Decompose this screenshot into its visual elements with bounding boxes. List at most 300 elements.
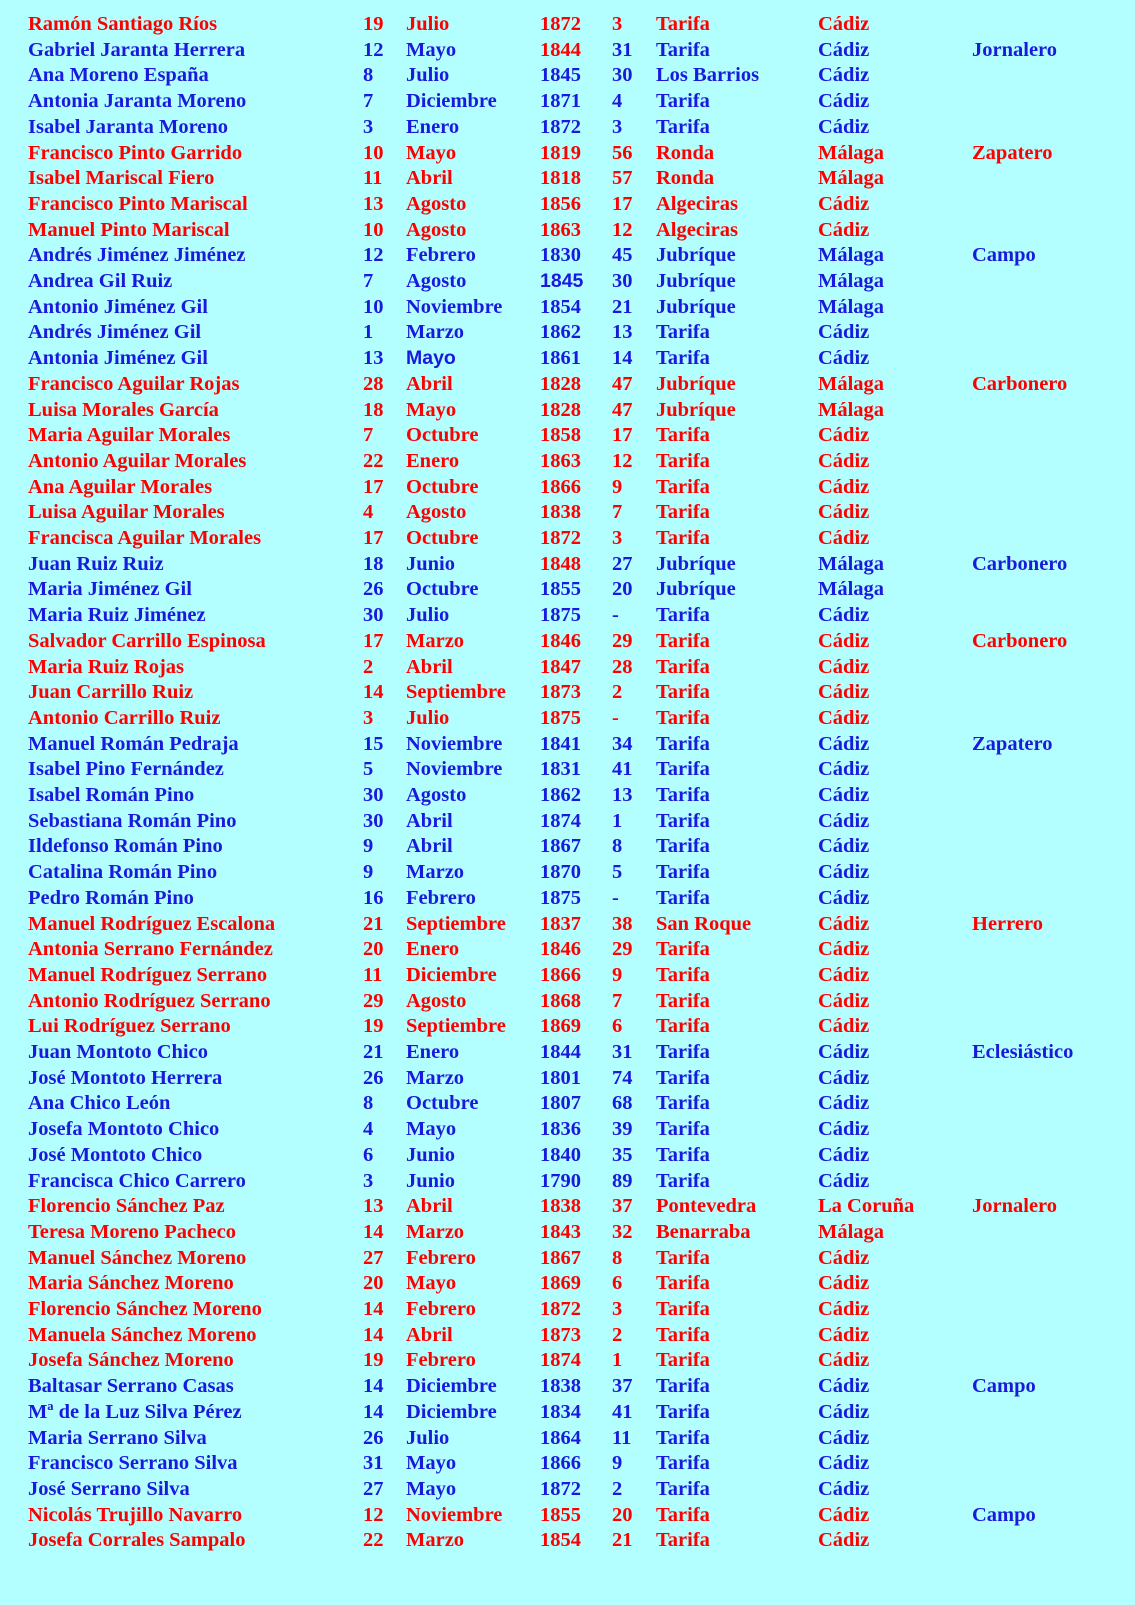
- table-row: [0, 1039, 1135, 1065]
- birth-day: 18: [363, 398, 384, 421]
- birth-month: Junio: [406, 552, 455, 575]
- birth-province: Málaga: [818, 141, 885, 164]
- table-row: [0, 1373, 1135, 1399]
- age: 11: [612, 1426, 632, 1449]
- birth-town: Tarifa: [656, 449, 710, 472]
- birth-province: Cádiz: [818, 449, 870, 472]
- birth-year: 1836: [540, 1118, 581, 1141]
- birth-month: Agosto: [406, 501, 467, 524]
- table-row: [0, 782, 1135, 808]
- age: 74: [612, 1066, 633, 1089]
- birth-day: 5: [363, 758, 374, 781]
- age: 20: [612, 578, 633, 601]
- table-row: [0, 1219, 1135, 1245]
- person-name: Francisca Aguilar Morales: [28, 527, 262, 549]
- table-row: [0, 1296, 1135, 1322]
- birth-town: Tarifa: [656, 1426, 710, 1449]
- birth-month: Febrero: [406, 1246, 476, 1269]
- birth-province: Cádiz: [818, 192, 870, 215]
- birth-month: Enero: [406, 1041, 460, 1063]
- birth-month: Agosto: [406, 784, 467, 806]
- birth-month: Mayo: [406, 1452, 457, 1475]
- birth-town: Tarifa: [656, 1246, 710, 1269]
- birth-day: 13: [363, 1195, 384, 1218]
- birth-month: Diciembre: [406, 90, 497, 113]
- age: 12: [612, 218, 633, 241]
- birth-year: 1863: [540, 449, 581, 472]
- table-row: [0, 1116, 1135, 1142]
- birth-town: Tarifa: [656, 681, 710, 704]
- birth-year: 1847: [540, 655, 581, 678]
- age: 41: [612, 1400, 633, 1423]
- birth-town: Algeciras: [656, 192, 738, 215]
- birth-town: Tarifa: [656, 1400, 710, 1423]
- birth-year: 1845: [540, 64, 581, 87]
- person-name: Manuela Sánchez Moreno: [28, 1323, 257, 1346]
- birth-month: Julio: [406, 13, 450, 35]
- table-row: [0, 1090, 1135, 1116]
- birth-year: 1858: [540, 424, 581, 447]
- birth-year: 1855: [540, 578, 581, 601]
- birth-town: Tarifa: [656, 1041, 710, 1063]
- birth-town: Tarifa: [656, 732, 710, 755]
- birth-day: 8: [363, 64, 374, 87]
- table-row: [0, 1193, 1135, 1219]
- birth-province: Málaga: [818, 372, 885, 395]
- age: 20: [612, 1503, 633, 1526]
- birth-province: Cádiz: [818, 1118, 870, 1141]
- age: 13: [612, 784, 633, 806]
- birth-town: Tarifa: [656, 321, 710, 344]
- table-row: [0, 1270, 1135, 1296]
- table-row: [0, 628, 1135, 654]
- birth-year: 1844: [540, 38, 581, 61]
- birth-day: 27: [363, 1477, 384, 1500]
- birth-province: Cádiz: [818, 38, 870, 61]
- table-row: [0, 294, 1135, 320]
- birth-town: Ronda: [656, 167, 715, 190]
- age: 3: [612, 115, 623, 138]
- birth-province: Cádiz: [818, 1246, 870, 1269]
- table-row: [0, 165, 1135, 191]
- birth-year: 1866: [540, 475, 581, 498]
- birth-province: Cádiz: [818, 1426, 870, 1449]
- age: 1: [612, 809, 623, 832]
- age: 35: [612, 1143, 633, 1166]
- birth-day: 29: [363, 989, 384, 1012]
- age: 7: [612, 989, 623, 1012]
- person-name: Isabel Jaranta Moreno: [28, 115, 229, 138]
- birth-province: Cádiz: [818, 501, 870, 524]
- age: 4: [612, 90, 623, 113]
- birth-province: Cádiz: [818, 1375, 870, 1398]
- birth-year: 1807: [540, 1092, 581, 1115]
- person-name: Florencio Sánchez Moreno: [28, 1298, 262, 1320]
- birth-day: 12: [363, 244, 384, 267]
- person-name: Josefa Montoto Chico: [28, 1118, 220, 1141]
- birth-year: 1844: [540, 1041, 581, 1063]
- birth-year: 1838: [540, 501, 581, 524]
- birth-year: 1866: [540, 1452, 581, 1475]
- birth-year: 1872: [540, 1298, 581, 1320]
- table-row: [0, 499, 1135, 525]
- birth-year: 1868: [540, 989, 581, 1012]
- birth-month: Diciembre: [406, 1375, 497, 1398]
- birth-province: Cádiz: [818, 732, 870, 755]
- table-row: [0, 114, 1135, 140]
- birth-year: 1846: [540, 629, 581, 652]
- table-row: [0, 808, 1135, 834]
- age: 30: [612, 270, 633, 292]
- birth-month: Abril: [406, 1323, 453, 1346]
- birth-province: Cádiz: [818, 115, 870, 138]
- birth-province: Cádiz: [818, 1169, 870, 1192]
- birth-month: Julio: [406, 706, 450, 729]
- age: 29: [612, 938, 633, 961]
- birth-month: Junio: [406, 1169, 455, 1192]
- table-row: [0, 140, 1135, 166]
- birth-month: Abril: [406, 167, 453, 190]
- birth-month: Octubre: [406, 475, 479, 498]
- person-name: Maria Jiménez Gil: [28, 578, 192, 601]
- age: 56: [612, 141, 633, 164]
- person-name: Francisco Serrano Silva: [28, 1452, 238, 1475]
- birth-month: Abril: [406, 809, 453, 832]
- birth-year: 1862: [540, 784, 581, 806]
- birth-town: Tarifa: [656, 886, 710, 909]
- birth-province: Málaga: [818, 295, 885, 318]
- table-row: [0, 576, 1135, 602]
- birth-month: Noviembre: [406, 1503, 503, 1526]
- birth-province: Málaga: [818, 1220, 885, 1243]
- birth-province: Cádiz: [818, 784, 870, 806]
- person-name: Antonio Aguilar Morales: [28, 449, 247, 472]
- occupation: Herrero: [972, 912, 1043, 935]
- birth-town: Tarifa: [656, 938, 710, 961]
- table-row: [0, 62, 1135, 88]
- birth-province: Cádiz: [818, 1041, 870, 1063]
- birth-month: Noviembre: [406, 732, 503, 755]
- birth-province: Cádiz: [818, 64, 870, 87]
- person-name: Antonia Jaranta Moreno: [28, 90, 247, 113]
- person-name: Juan Ruiz Ruiz: [28, 552, 164, 575]
- person-name: Sebastiana Román Pino: [28, 809, 237, 832]
- birth-year: 1864: [540, 1426, 581, 1449]
- birth-province: La Coruña: [818, 1195, 915, 1218]
- birth-day: 18: [363, 552, 384, 575]
- birth-province: Cádiz: [818, 681, 870, 704]
- table-row: [0, 1245, 1135, 1271]
- table-row: [0, 1399, 1135, 1425]
- age: 8: [612, 1246, 623, 1269]
- birth-town: Tarifa: [656, 527, 710, 549]
- birth-province: Cádiz: [818, 835, 870, 858]
- person-name: Ana Moreno España: [28, 64, 209, 87]
- birth-town: Tarifa: [656, 835, 710, 858]
- person-name: José Serrano Silva: [28, 1477, 190, 1500]
- person-name: Juan Carrillo Ruiz: [28, 681, 194, 704]
- occupation: Jornalero: [972, 38, 1058, 61]
- birth-month: Marzo: [406, 321, 465, 344]
- birth-month: Julio: [406, 1426, 450, 1449]
- age: 27: [612, 552, 633, 575]
- occupation: Jornalero: [972, 1195, 1058, 1218]
- birth-month: Marzo: [406, 629, 465, 652]
- table-row: [0, 448, 1135, 474]
- table-row: [0, 191, 1135, 217]
- birth-day: 26: [363, 1426, 384, 1449]
- birth-year: 1854: [540, 295, 581, 318]
- birth-day: 13: [363, 347, 384, 370]
- person-name: Manuel Román Pedraja: [28, 732, 239, 755]
- birth-month: Julio: [406, 604, 450, 627]
- table-row: [0, 1502, 1135, 1528]
- birth-province: Cádiz: [818, 90, 870, 113]
- birth-day: 1: [363, 321, 374, 344]
- birth-year: 1875: [540, 604, 581, 627]
- birth-town: Tarifa: [656, 963, 710, 986]
- birth-year: 1790: [540, 1169, 581, 1192]
- person-name: Antonio Rodríguez Serrano: [28, 989, 271, 1012]
- birth-province: Cádiz: [818, 1015, 870, 1038]
- table-row: [0, 1322, 1135, 1348]
- birth-town: Tarifa: [656, 861, 710, 884]
- birth-province: Cádiz: [818, 1529, 870, 1552]
- age: 41: [612, 758, 633, 781]
- birth-town: Tarifa: [656, 706, 710, 729]
- person-name: Maria Serrano Silva: [28, 1426, 207, 1449]
- birth-province: Cádiz: [818, 347, 870, 370]
- birth-month: Octubre: [406, 1092, 479, 1115]
- age: 37: [612, 1195, 633, 1218]
- birth-day: 6: [363, 1143, 374, 1166]
- birth-year: 1872: [540, 527, 581, 549]
- birth-year: 1830: [540, 244, 581, 267]
- birth-year: 1863: [540, 218, 581, 241]
- birth-year: 1838: [540, 1195, 581, 1218]
- birth-town: Pontevedra: [656, 1195, 757, 1218]
- table-row: [0, 242, 1135, 268]
- person-name: Antonia Serrano Fernández: [28, 938, 273, 961]
- age: 47: [612, 398, 633, 421]
- age: 14: [612, 347, 633, 370]
- person-name: Luisa Aguilar Morales: [28, 501, 225, 524]
- birth-province: Cádiz: [818, 963, 870, 986]
- birth-town: Los Barrios: [656, 64, 760, 87]
- birth-year: 1869: [540, 1272, 581, 1295]
- birth-day: 21: [363, 912, 384, 935]
- birth-year: 1873: [540, 1323, 581, 1346]
- table-row: [0, 1013, 1135, 1039]
- birth-day: 27: [363, 1246, 384, 1269]
- birth-day: 4: [363, 1118, 374, 1141]
- person-name: Mª de la Luz Silva Pérez: [28, 1400, 242, 1423]
- birth-day: 17: [363, 629, 384, 652]
- birth-day: 14: [363, 1375, 384, 1398]
- birth-month: Marzo: [406, 1220, 465, 1243]
- occupation: Campo: [972, 244, 1036, 267]
- occupation: Campo: [972, 1503, 1036, 1526]
- birth-year: 1874: [540, 809, 581, 832]
- birth-province: Cádiz: [818, 424, 870, 447]
- birth-province: Cádiz: [818, 1066, 870, 1089]
- birth-day: 15: [363, 732, 384, 755]
- birth-province: Málaga: [818, 270, 885, 292]
- birth-month: Febrero: [406, 886, 476, 909]
- birth-day: 14: [363, 1400, 384, 1423]
- person-name: Juan Montoto Chico: [28, 1041, 208, 1063]
- person-name: Catalina Román Pino: [28, 861, 218, 884]
- birth-year: 1845: [540, 270, 584, 292]
- birth-province: Cádiz: [818, 1477, 870, 1500]
- table-row: [0, 756, 1135, 782]
- birth-province: Cádiz: [818, 655, 870, 678]
- age: 3: [612, 527, 623, 549]
- birth-month: Agosto: [406, 270, 467, 292]
- person-name: Florencio Sánchez Paz: [28, 1195, 225, 1218]
- birth-month: Marzo: [406, 1066, 465, 1089]
- birth-province: Cádiz: [818, 1349, 870, 1372]
- birth-year: 1840: [540, 1143, 581, 1166]
- person-name: Ramón Santiago Ríos: [28, 13, 218, 35]
- birth-month: Junio: [406, 1143, 455, 1166]
- age: 3: [612, 1298, 623, 1320]
- person-name: Isabel Pino Fernández: [28, 758, 224, 781]
- person-name: Manuel Rodríguez Escalona: [28, 912, 276, 935]
- age: 68: [612, 1092, 633, 1115]
- table-row: [0, 345, 1135, 371]
- birth-year: 1870: [540, 861, 581, 884]
- person-name: Francisca Chico Carrero: [28, 1169, 246, 1192]
- birth-month: Noviembre: [406, 758, 503, 781]
- birth-month: Noviembre: [406, 295, 503, 318]
- birth-day: 30: [363, 809, 384, 832]
- age: -: [612, 886, 619, 909]
- birth-province: Málaga: [818, 398, 885, 421]
- birth-province: Cádiz: [818, 809, 870, 832]
- birth-day: 10: [363, 218, 384, 241]
- occupation: Carbonero: [972, 629, 1068, 652]
- birth-day: 7: [363, 270, 374, 292]
- age: -: [612, 604, 619, 627]
- birth-town: Tarifa: [656, 1323, 710, 1346]
- age: 3: [612, 13, 623, 35]
- table-row: [0, 319, 1135, 345]
- birth-town: Tarifa: [656, 1143, 710, 1166]
- birth-town: Algeciras: [656, 218, 738, 241]
- birth-province: Cádiz: [818, 527, 870, 549]
- birth-month: Febrero: [406, 1298, 476, 1320]
- birth-province: Cádiz: [818, 1452, 870, 1475]
- age: 31: [612, 38, 633, 61]
- birth-day: 20: [363, 938, 384, 961]
- person-name: Francisco Pinto Mariscal: [28, 192, 248, 215]
- age: 6: [612, 1272, 623, 1295]
- birth-province: Cádiz: [818, 13, 870, 35]
- birth-month: Abril: [406, 835, 453, 858]
- birth-day: 26: [363, 1066, 384, 1089]
- birth-month: Mayo: [406, 141, 457, 164]
- birth-town: Tarifa: [656, 1452, 710, 1475]
- birth-province: Málaga: [818, 552, 885, 575]
- birth-day: 14: [363, 681, 384, 704]
- person-name: José Montoto Chico: [28, 1143, 203, 1166]
- birth-day: 14: [363, 1298, 384, 1320]
- birth-province: Cádiz: [818, 886, 870, 909]
- birth-day: 2: [363, 655, 374, 678]
- birth-day: 3: [363, 115, 374, 138]
- birth-town: Tarifa: [656, 347, 710, 370]
- birth-day: 28: [363, 372, 384, 395]
- birth-town: Tarifa: [656, 1066, 710, 1089]
- age: 1: [612, 1349, 623, 1372]
- table-row: [0, 602, 1135, 628]
- birth-year: 1846: [540, 938, 581, 961]
- birth-day: 19: [363, 1015, 384, 1038]
- birth-province: Málaga: [818, 167, 885, 190]
- person-name: Antonia Jiménez Gil: [28, 347, 208, 370]
- birth-month: Mayo: [406, 1118, 457, 1141]
- birth-day: 10: [363, 141, 384, 164]
- table-row: [0, 962, 1135, 988]
- age: 8: [612, 835, 623, 858]
- birth-day: 14: [363, 1323, 384, 1346]
- birth-day: 12: [363, 1503, 384, 1526]
- occupation: Campo: [972, 1375, 1036, 1398]
- birth-province: Málaga: [818, 244, 885, 267]
- birth-day: 10: [363, 295, 384, 318]
- person-name: Francisco Aguilar Rojas: [28, 372, 240, 395]
- birth-province: Cádiz: [818, 938, 870, 961]
- table-row: [0, 1527, 1135, 1553]
- table-row: [0, 371, 1135, 397]
- birth-town: Jubríque: [656, 578, 736, 601]
- birth-month: Mayo: [406, 38, 457, 61]
- birth-province: Cádiz: [818, 1092, 870, 1115]
- birth-town: Jubríque: [656, 270, 736, 292]
- table-row: [0, 859, 1135, 885]
- birth-day: 26: [363, 578, 384, 601]
- age: 38: [612, 912, 633, 935]
- person-name: Teresa Moreno Pacheco: [28, 1220, 236, 1243]
- birth-province: Cádiz: [818, 629, 870, 652]
- birth-year: 1874: [540, 1349, 581, 1372]
- birth-town: Tarifa: [656, 13, 710, 35]
- birth-year: 1866: [540, 963, 581, 986]
- birth-province: Cádiz: [818, 912, 870, 935]
- birth-year: 1861: [540, 347, 581, 370]
- person-name: José Montoto Herrera: [28, 1066, 223, 1089]
- birth-town: Tarifa: [656, 475, 710, 498]
- birth-town: San Roque: [656, 912, 752, 935]
- birth-town: Tarifa: [656, 424, 710, 447]
- birth-year: 1869: [540, 1015, 581, 1038]
- birth-day: 4: [363, 501, 374, 524]
- person-name: Maria Sánchez Moreno: [28, 1272, 234, 1295]
- table-row: [0, 11, 1135, 37]
- table-row: [0, 1450, 1135, 1476]
- birth-province: Cádiz: [818, 1298, 870, 1320]
- birth-day: 19: [363, 13, 384, 35]
- age: 5: [612, 861, 623, 884]
- birth-day: 17: [363, 475, 384, 498]
- age: -: [612, 706, 619, 729]
- birth-month: Septiembre: [406, 1015, 506, 1038]
- person-name: Francisco Pinto Garrido: [28, 141, 243, 164]
- occupation: Carbonero: [972, 372, 1068, 395]
- birth-day: 16: [363, 886, 384, 909]
- birth-month: Febrero: [406, 1349, 476, 1372]
